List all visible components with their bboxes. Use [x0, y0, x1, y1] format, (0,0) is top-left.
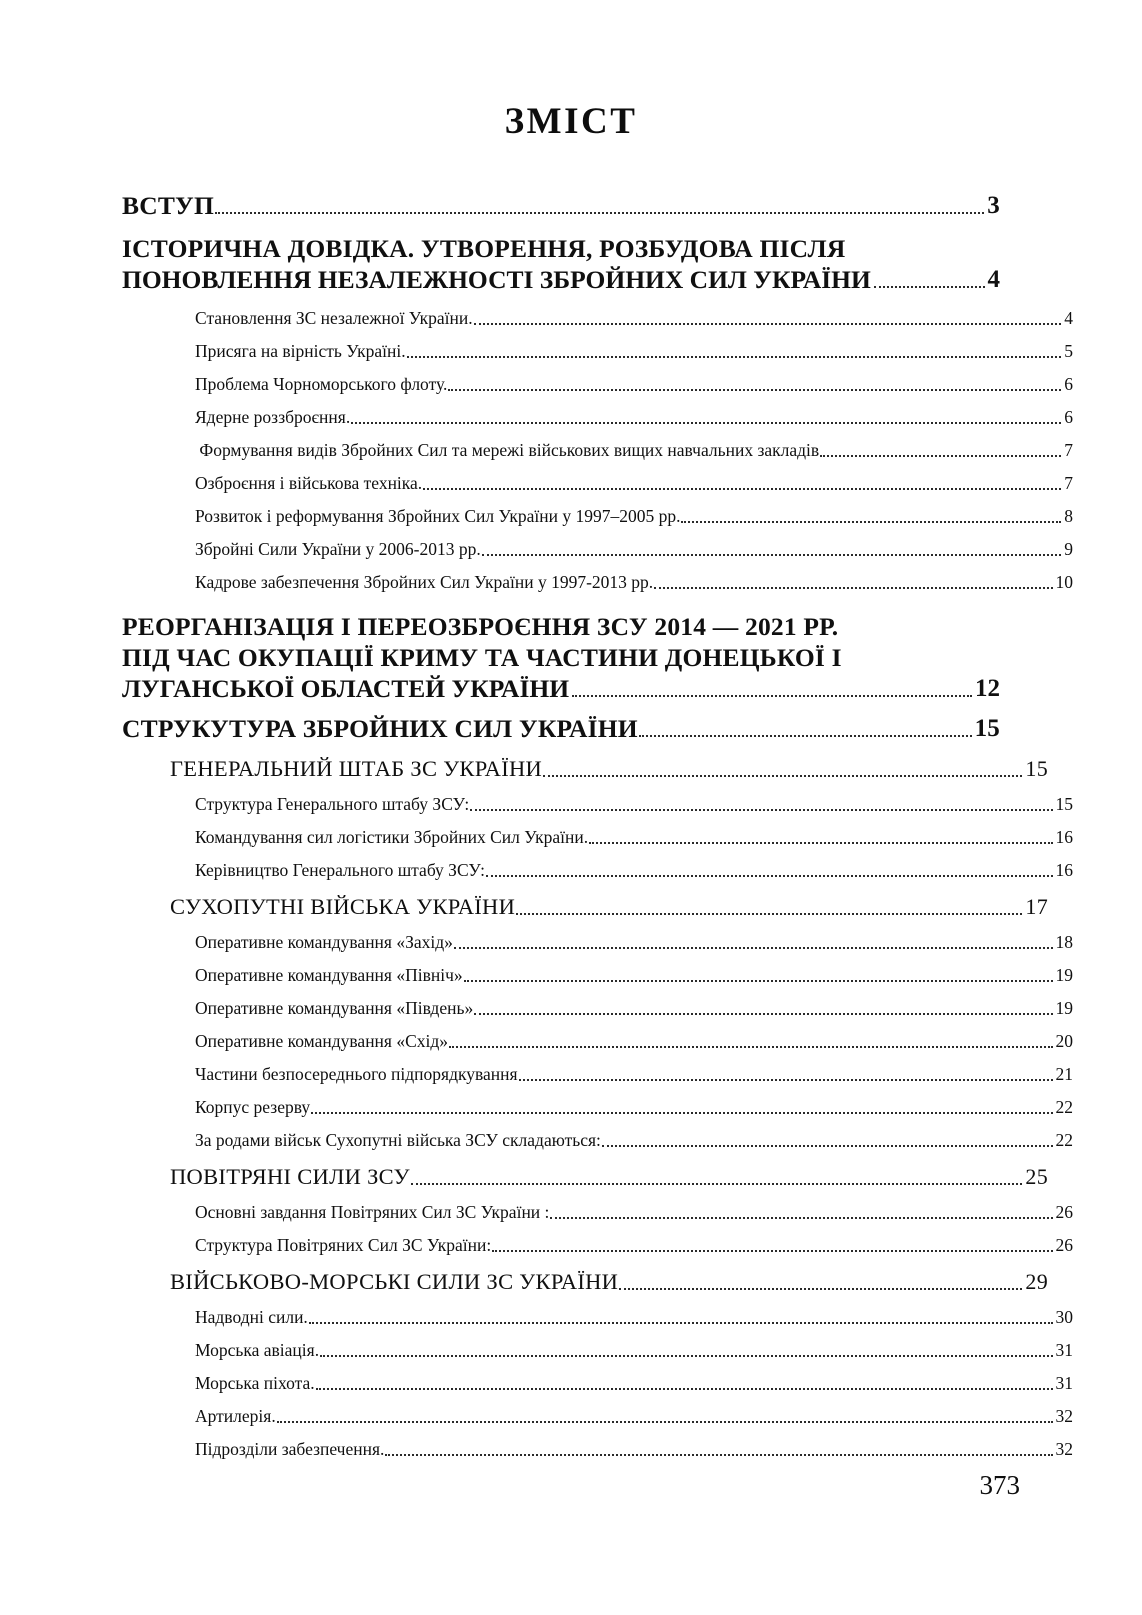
dot-leader — [464, 979, 1053, 982]
toc-entry[interactable] — [195, 1020, 1073, 1053]
toc-entry-label: Частини безпосереднього підпорядкування — [195, 1064, 518, 1084]
dot-leader — [639, 734, 972, 737]
toc-entry-page: 5 — [1064, 341, 1073, 361]
toc-entry-label: Морська піхота. — [195, 1373, 315, 1393]
toc-entry[interactable] — [195, 330, 1073, 363]
toc-entry-page: 21 — [1055, 1064, 1073, 1084]
toc-entry[interactable] — [170, 1257, 1048, 1296]
toc-entry-page: 19 — [1055, 998, 1073, 1018]
toc-entry-page: 22 — [1055, 1097, 1073, 1117]
toc-entry-label: ВІЙСЬКОВО-МОРСЬКІ СИЛИ ЗС УКРАЇНИ — [170, 1269, 619, 1294]
toc-entry-page: 18 — [1055, 932, 1073, 952]
toc-entry[interactable] — [195, 849, 1073, 882]
dot-leader — [448, 388, 1061, 391]
dot-leader — [516, 912, 1022, 915]
toc-entry[interactable] — [195, 1362, 1073, 1395]
toc-entry[interactable] — [122, 704, 1000, 744]
toc-entry[interactable] — [195, 921, 1073, 954]
toc-entry[interactable] — [170, 882, 1048, 921]
dot-leader — [681, 520, 1061, 523]
toc-entry-page: 16 — [1055, 860, 1073, 880]
toc-entry[interactable] — [195, 1296, 1073, 1329]
toc-entry-label: Оперативне командування «Схід» — [195, 1031, 449, 1051]
toc-entry-label: ГЕНЕРАЛЬНИЙ ШТАБ ЗС УКРАЇНИ — [170, 756, 543, 781]
toc-entry[interactable] — [195, 1191, 1073, 1224]
dot-leader — [316, 1387, 1053, 1390]
toc-entry-label: Підрозділи забезпечення. — [195, 1439, 385, 1459]
dot-leader — [602, 1144, 1053, 1147]
toc-entry[interactable] — [195, 816, 1073, 849]
dot-leader — [486, 874, 1053, 877]
toc-entry[interactable] — [195, 462, 1073, 495]
toc-entry[interactable] — [170, 1152, 1048, 1191]
toc-entry-label-line3: ЛУГАНСЬКОЇ ОБЛАСТЕЙ УКРАЇНИ — [122, 674, 570, 703]
toc-entry-page: 9 — [1064, 539, 1073, 559]
page-title: ЗМІСТ — [504, 101, 638, 142]
table-of-contents — [122, 190, 1073, 1461]
toc-entry-label: СТРУКУТУРА ЗБРОЙНИХ СИЛ УКРАЇНИ — [122, 714, 638, 743]
toc-entry-page: 29 — [1025, 1269, 1048, 1294]
dot-leader — [407, 355, 1062, 358]
toc-entry[interactable] — [195, 1395, 1073, 1428]
footer-page-number: 373 — [979, 1470, 1020, 1500]
dot-leader — [470, 808, 1052, 811]
toc-entry[interactable] — [195, 363, 1073, 396]
dot-leader — [519, 1078, 1053, 1081]
toc-entry-label: Морська авіація. — [195, 1340, 320, 1360]
dot-leader — [454, 946, 1053, 949]
toc-entry-page: 7 — [1064, 473, 1073, 493]
toc-entry[interactable] — [122, 190, 1000, 221]
dot-leader — [449, 1045, 1052, 1048]
toc-entry-page: 8 — [1064, 506, 1073, 526]
toc-entry[interactable] — [195, 1224, 1073, 1257]
toc-entry-page: 15 — [974, 715, 1000, 742]
toc-entry[interactable] — [195, 1086, 1073, 1119]
dot-leader — [572, 694, 972, 697]
toc-entry-label-line1: ІСТОРИЧНА ДОВІДКА. УТВОРЕННЯ, РОЗБУДОВА ПІСЛЯ — [122, 234, 846, 263]
toc-entry[interactable] — [195, 528, 1073, 561]
toc-entry-page: 17 — [1025, 894, 1048, 919]
dot-leader — [320, 1354, 1052, 1357]
toc-entry-label: Озброєння і військова техніка. — [195, 473, 423, 493]
toc-entry-label: Корпус резерву — [195, 1097, 311, 1117]
dot-leader — [474, 1012, 1052, 1015]
toc-entry-label-line2: ПОНОВЛЕННЯ НЕЗАЛЕЖНОСТІ ЗБРОЙНИХ СИЛ УКРАЇНИ — [122, 265, 871, 294]
toc-entry-label: Присяга на вірність Україні. — [195, 341, 406, 361]
toc-entry[interactable] — [122, 594, 1000, 704]
dot-leader — [277, 1420, 1053, 1423]
toc-entry-label: Надводні сили. — [195, 1307, 308, 1327]
toc-entry[interactable] — [195, 429, 1073, 462]
toc-entry-page: 3 — [987, 192, 1000, 219]
toc-entry[interactable] — [195, 396, 1073, 429]
toc-entry-label: Оперативне командування «Захід» — [195, 932, 453, 952]
toc-entry-page: 4 — [1064, 308, 1073, 328]
dot-leader — [543, 774, 1022, 777]
toc-entry-page: 16 — [1055, 827, 1073, 847]
toc-entry-page: 15 — [1025, 756, 1048, 781]
toc-entry[interactable] — [195, 495, 1073, 528]
toc-entry[interactable] — [195, 1119, 1073, 1152]
toc-entry-page: 19 — [1055, 965, 1073, 985]
dot-leader — [311, 1111, 1052, 1114]
dot-leader — [820, 454, 1061, 457]
toc-entry-page: 25 — [1025, 1164, 1048, 1189]
toc-entry-page: 10 — [1055, 572, 1073, 592]
toc-entry[interactable] — [195, 954, 1073, 987]
dot-leader — [482, 553, 1062, 556]
toc-entry-label: Формування видів Збройних Сил та мережі військових вищих навчальних закладів — [195, 440, 820, 460]
toc-entry-label: ПОВІТРЯНІ СИЛИ ЗСУ — [170, 1164, 410, 1189]
toc-entry-label: Становлення ЗС незалежної України. — [195, 308, 473, 328]
toc-entry[interactable] — [195, 783, 1073, 816]
dot-leader — [411, 1182, 1022, 1185]
toc-entry-label: Кадрове забезпечення Збройних Сил України у 1997-2013 рр. — [195, 572, 654, 592]
toc-entry-page: 32 — [1055, 1439, 1073, 1459]
toc-entry[interactable] — [195, 1053, 1073, 1086]
toc-entry-label: Структура Повітряних Сил ЗС України: — [195, 1235, 492, 1255]
toc-entry-label: Ядерне роззброєння. — [195, 407, 351, 427]
toc-entry[interactable] — [195, 561, 1073, 594]
toc-entry-label: Структура Генерального штабу ЗСУ: — [195, 794, 470, 814]
dot-leader — [423, 487, 1061, 490]
toc-entry-page: 22 — [1055, 1130, 1073, 1150]
toc-entry-label-line2: ПІД ЧАС ОКУПАЦІЇ КРИМУ ТА ЧАСТИНИ ДОНЕЦЬКОЇ І — [122, 643, 842, 672]
dot-leader — [874, 285, 985, 288]
toc-entry-label: СУХОПУТНІ ВІЙСЬКА УКРАЇНИ — [170, 894, 516, 919]
toc-entry-page: 31 — [1055, 1373, 1073, 1393]
dot-leader — [474, 322, 1062, 325]
toc-entry-page: 6 — [1064, 407, 1073, 427]
toc-entry[interactable] — [195, 295, 1073, 330]
toc-entry-page: 6 — [1064, 374, 1073, 394]
toc-entry-page: 32 — [1055, 1406, 1073, 1426]
toc-entry[interactable] — [195, 1428, 1073, 1461]
dot-leader — [351, 421, 1061, 424]
toc-entry-label: За родами військ Сухопутні війська ЗСУ складаються: — [195, 1130, 601, 1150]
toc-entry[interactable] — [170, 744, 1048, 783]
toc-entry-label: Керівництво Генерального штабу ЗСУ: — [195, 860, 485, 880]
toc-entry-page: 20 — [1055, 1031, 1073, 1051]
toc-entry-label: Збройні Сили України у 2006-2013 рр. — [195, 539, 481, 559]
toc-entry-page: 31 — [1055, 1340, 1073, 1360]
dot-leader — [550, 1216, 1052, 1219]
dot-leader — [309, 1321, 1053, 1324]
toc-entry-page: 26 — [1055, 1235, 1073, 1255]
dot-leader — [492, 1249, 1052, 1252]
toc-entry-page: 7 — [1064, 440, 1073, 460]
toc-entry-page: 4 — [987, 266, 1000, 293]
toc-entry-page: 15 — [1055, 794, 1073, 814]
toc-entry-page: 12 — [975, 675, 1000, 702]
dot-leader — [589, 841, 1052, 844]
toc-entry[interactable] — [195, 987, 1073, 1020]
dot-leader — [215, 211, 984, 214]
toc-entry-label: Оперативне командування «Південь» — [195, 998, 474, 1018]
dot-leader — [619, 1287, 1022, 1290]
toc-entry-label-line1: РЕОРГАНІЗАЦІЯ І ПЕРЕОЗБРОЄННЯ ЗСУ 2014 — 2021 РР. — [122, 612, 839, 641]
toc-entry-label: Командування сил логістики Збройних Сил України. — [195, 827, 589, 847]
toc-entry-label: Оперативне командування «Північ» — [195, 965, 463, 985]
dot-leader — [654, 586, 1052, 589]
toc-entry-page: 30 — [1055, 1307, 1073, 1327]
toc-entry-label: Проблема Чорноморського флоту. — [195, 374, 448, 394]
toc-entry[interactable] — [122, 221, 1000, 295]
toc-entry-label: Розвиток і реформування Збройних Сил України у 1997–2005 рр. — [195, 506, 681, 526]
toc-entry-label: ВСТУП — [122, 191, 214, 220]
toc-entry[interactable] — [195, 1329, 1073, 1362]
toc-entry-label: Основні завдання Повітряних Сил ЗС України : — [195, 1202, 550, 1222]
toc-entry-label: Артилерія. — [195, 1406, 276, 1426]
toc-entry-page: 26 — [1055, 1202, 1073, 1222]
dot-leader — [385, 1453, 1052, 1456]
